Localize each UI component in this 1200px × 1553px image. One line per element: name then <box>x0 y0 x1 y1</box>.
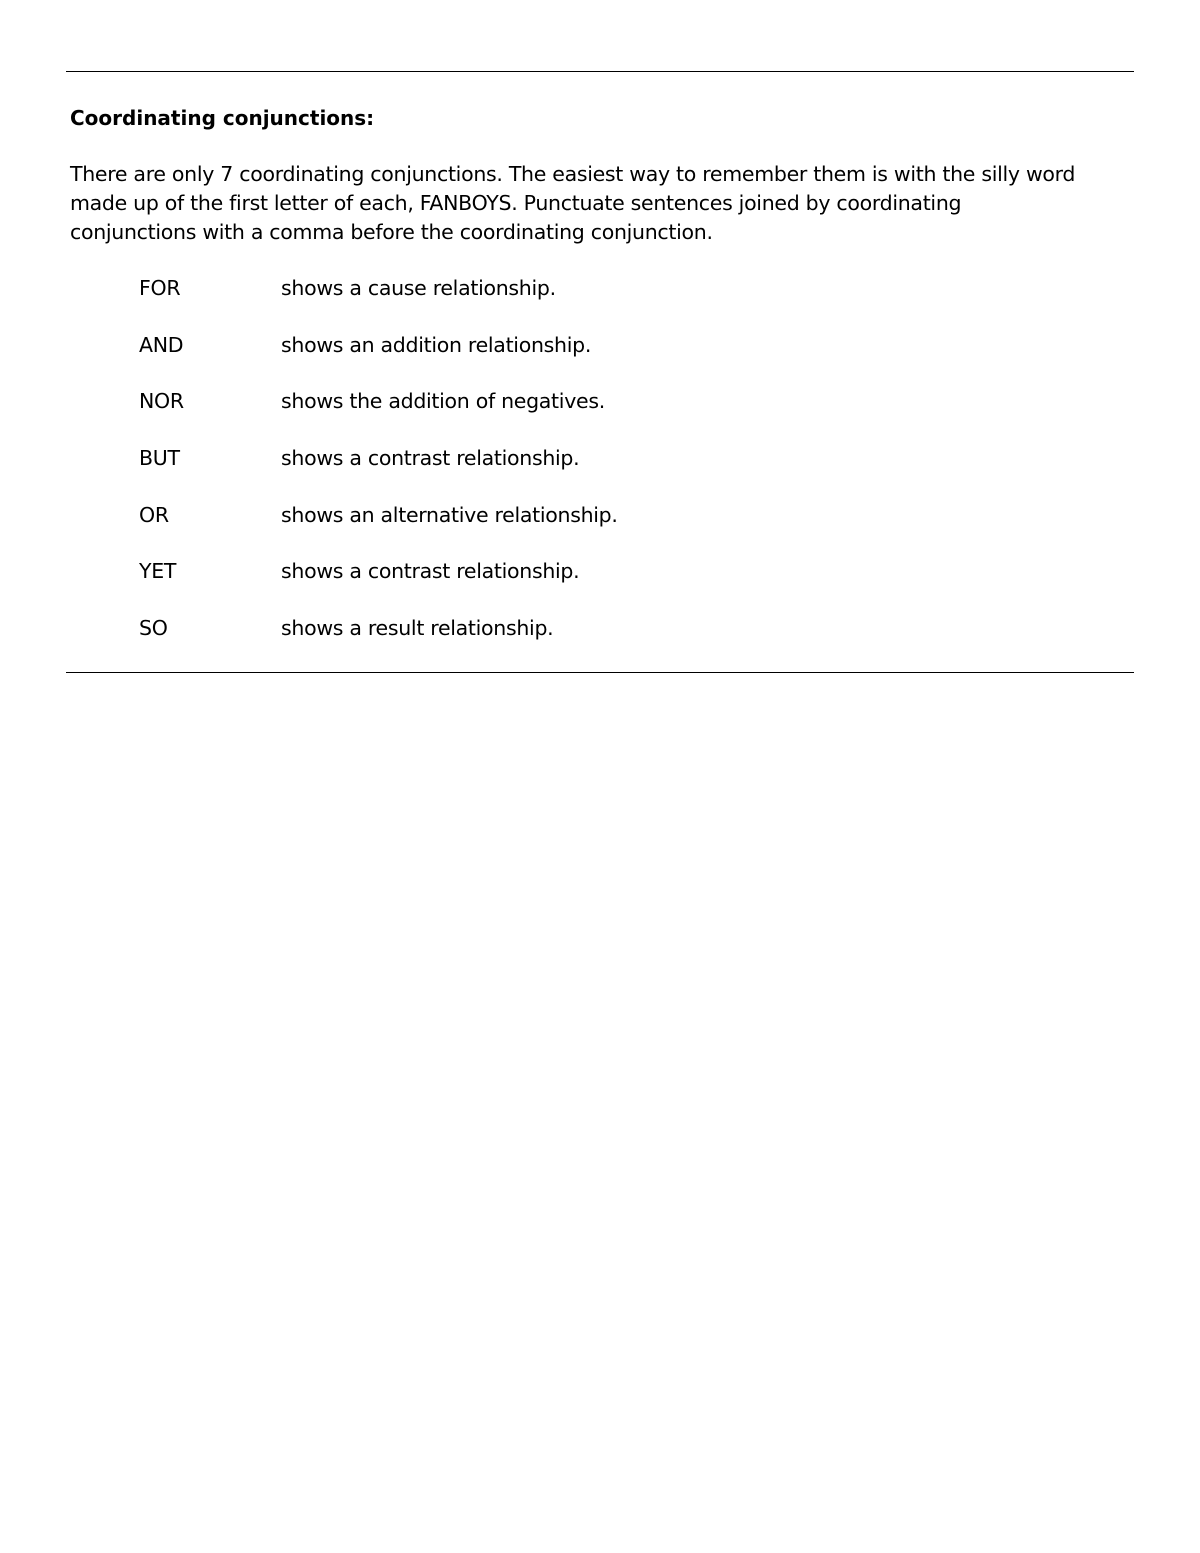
conjunction-word: OR <box>139 502 169 527</box>
intro-paragraph <box>70 160 1140 247</box>
bottom-divider <box>66 672 1134 673</box>
intro-line: made up of the first letter of each, FANBOYS. Punctuate sentences joined by coordinating <box>70 191 962 215</box>
intro-line: There are only 7 coordinating conjunctions. The easiest way to remember them is with the silly word <box>70 162 1076 186</box>
top-divider <box>66 71 1134 72</box>
conjunction-word: BUT <box>139 446 180 471</box>
conjunction-item <box>139 501 1039 558</box>
conjunction-description: shows an addition relationship. <box>281 332 592 357</box>
conjunction-item <box>139 614 1039 671</box>
conjunction-description: shows a result relationship. <box>281 616 554 641</box>
conjunction-item <box>139 387 1039 444</box>
conjunction-list <box>139 274 1039 671</box>
conjunction-word: AND <box>139 332 184 357</box>
conjunction-word: YET <box>139 559 177 584</box>
conjunction-item <box>139 331 1039 388</box>
conjunction-description: shows the addition of negatives. <box>281 389 605 414</box>
conjunction-description: shows an alternative relationship. <box>281 502 618 527</box>
conjunction-item <box>139 557 1039 614</box>
conjunction-description: shows a contrast relationship. <box>281 446 580 471</box>
conjunction-item <box>139 274 1039 331</box>
conjunction-word: SO <box>139 616 168 641</box>
intro-line: conjunctions with a comma before the coordinating conjunction. <box>70 220 713 244</box>
conjunction-word: NOR <box>139 389 184 414</box>
conjunction-word: FOR <box>139 276 181 300</box>
conjunction-description: shows a cause relationship. <box>281 276 556 300</box>
section-heading: Coordinating conjunctions: <box>70 106 375 130</box>
conjunction-item <box>139 444 1039 501</box>
conjunction-description: shows a contrast relationship. <box>281 559 580 584</box>
